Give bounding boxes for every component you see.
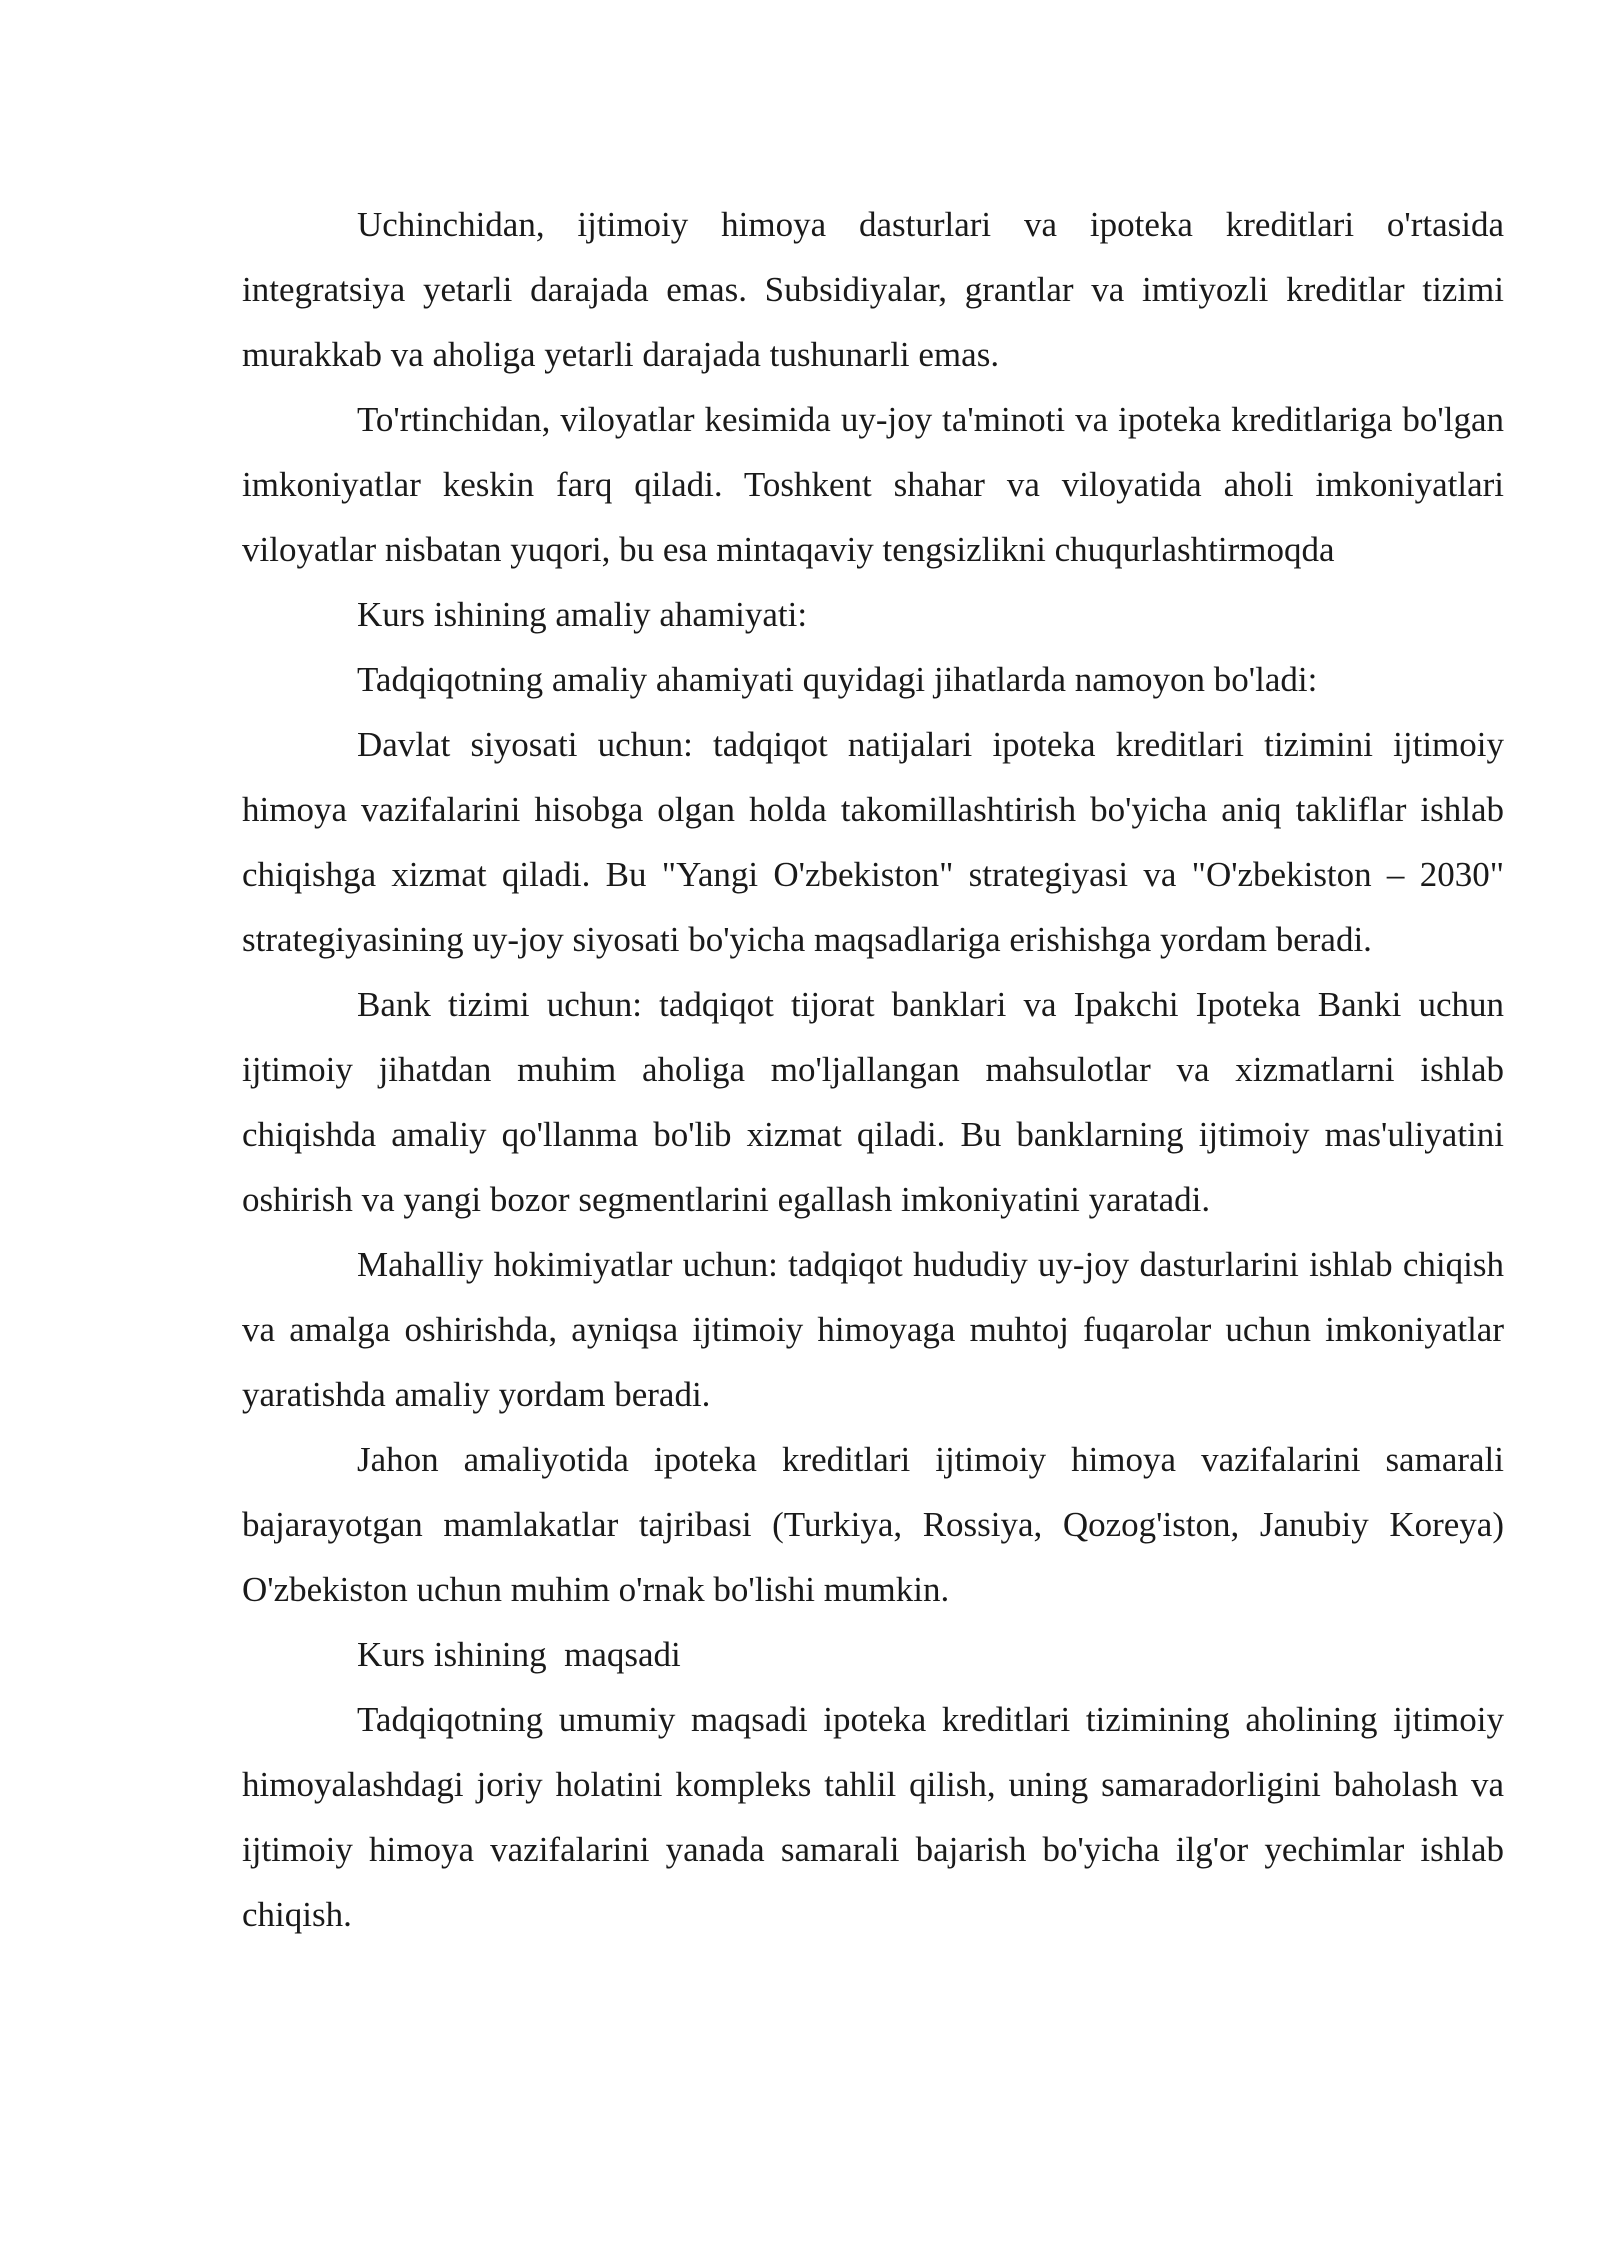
paragraph-practical-significance-intro: Tadqiqotning amaliy ahamiyati quyidagi jihatlarda namoyon bo'ladi: [357, 660, 1318, 699]
paragraph-world-practice: Jahon amaliyotida ipoteka kreditlari ijtimoiy himoya vazifalarini samarali bajarayotgan mamlakatlar tajribasi (Turkiya, Rossiya, Qozog'iston, Janubiy Koreya) O'zbekiston uchun muhim o'rnak bo'lishi mumkin. [242, 1440, 1504, 1609]
paragraph-fourth-point: To'rtinchidan, viloyatlar kesimida uy-joy ta'minoti va ipoteka kreditlariga bo'lgan imkoniyatlar keskin farq qiladi. Toshkent shahar va viloyatida aholi imkoniyatlari viloyatlar nisbatan yuqori, bu esa mintaqaviy tengsizlikni chuqurlashtirmoqda [242, 400, 1504, 569]
paragraph-research-goal: Tadqiqotning umumiy maqsadi ipoteka kreditlari tizimining aholining ijtimoiy himoyalashdagi joriy holatini kompleks tahlil qilish, uning samaradorligini baholash va ijtimoiy himoya vazifalarini yanada samarali bajarish bo'yicha ilg'or yechimlar ishlab chiqish. [242, 1700, 1504, 1934]
paragraph-state-policy: Davlat siyosati uchun: tadqiqot natijalari ipoteka kreditlari tizimini ijtimoiy himoya vazifalarini hisobga olgan holda takomillashtirish bo'yicha aniq takliflar ishlab chiqishga xizmat qiladi. Bu "Yangi O'zbekiston" strategiyasi va "O'zbekiston – 2030" strategiyasining uy-joy siyosati bo'yicha maqsadlariga erishishga yordam beradi. [242, 725, 1504, 959]
document-body [242, 192, 1504, 1947]
section-heading-practical-significance: Kurs ishining amaliy ahamiyati: [357, 595, 808, 634]
paragraph-third-point: Uchinchidan, ijtimoiy himoya dasturlari va ipoteka kreditlari o'rtasida integratsiya yetarli darajada emas. Subsidiyalar, grantlar va imtiyozli kreditlar tizimi murakkab va aholiga yetarli darajada tushunarli emas. [242, 205, 1504, 374]
paragraph-local-authorities: Mahalliy hokimiyatlar uchun: tadqiqot hududiy uy-joy dasturlarini ishlab chiqish va amalga oshirishda, ayniqsa ijtimoiy himoyaga muhtoj fuqarolar uchun imkoniyatlar yaratishda amaliy yordam beradi. [242, 1245, 1504, 1414]
section-heading-goal: Kurs ishining maqsadi [357, 1635, 681, 1674]
paragraph-banking-system: Bank tizimi uchun: tadqiqot tijorat banklari va Ipakchi Ipoteka Banki uchun ijtimoiy jihatdan muhim aholiga mo'ljallangan mahsulotlar va xizmatlarni ishlab chiqishda amaliy qo'llanma bo'lib xizmat qiladi. Bu banklarning ijtimoiy mas'uliyatini oshirish va yangi bozor segmentlarini egallash imkoniyatini yaratadi. [242, 985, 1504, 1219]
